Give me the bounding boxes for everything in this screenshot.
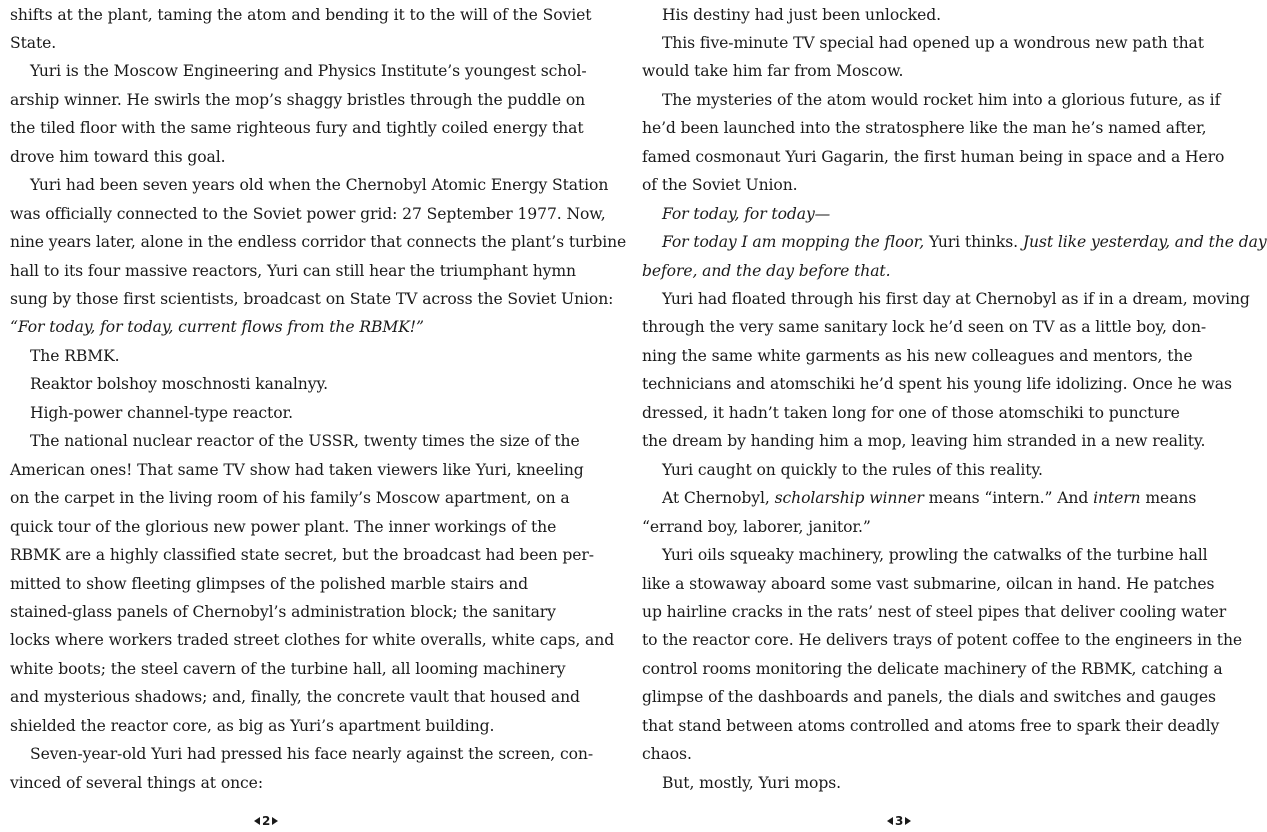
text-segment: Yuri had floated through his first day at Chernobyl as if in a dream, moving: [662, 290, 1250, 308]
text-line: [662, 541, 1208, 569]
text-segment: vinced of several things at once:: [10, 773, 263, 792]
text-segment: mitted to show fleeting glimpses of the polished marble stairs and: [10, 574, 528, 593]
text-line: [662, 456, 1043, 484]
text-line: [10, 598, 556, 626]
italic-text-segment: Just like yesterday, and the day: [1022, 233, 1267, 252]
left-page-number: 2: [262, 814, 271, 828]
text-segment: Yuri caught on quickly to the rules of this reality.: [662, 460, 1043, 479]
text-line: [662, 484, 1197, 512]
text-line: [10, 114, 584, 142]
text-line: [662, 86, 1221, 114]
text-line: [642, 570, 1215, 598]
text-line: [10, 484, 570, 512]
text-segment: But, mostly, Yuri mops.: [662, 773, 841, 792]
text-segment: to the reactor core. He delivers trays of potent coffee to the engineers in the: [642, 631, 1243, 650]
text-line: [642, 399, 1180, 427]
text-segment: Yuri thinks.: [924, 233, 1023, 252]
text-segment: sung by those first scientists, broadcast on State TV across the Soviet Union:: [10, 290, 614, 308]
text-line: [30, 740, 594, 768]
text-segment: The national nuclear reactor of the USSR, twenty times the size of the: [30, 432, 580, 451]
text-line: [642, 513, 871, 541]
text-line: [30, 370, 328, 398]
text-line: [10, 313, 424, 341]
text-segment: means: [1140, 489, 1197, 508]
text-segment: Seven-year-old Yuri had pressed his face nearly against the screen, con-: [30, 745, 594, 764]
text-line: [30, 427, 580, 455]
text-line: [30, 171, 609, 199]
text-line: [10, 143, 225, 171]
text-segment: dressed, it hadn’t taken long for one of those atomschiki to puncture: [642, 403, 1180, 422]
text-segment: means “intern.” And: [923, 489, 1094, 508]
text-segment: famed cosmonaut Yuri Gagarin, the first human being in space and a Hero: [642, 147, 1225, 166]
italic-text-segment: “For today, for today, current flows from the RBMK!”: [10, 318, 424, 337]
text-segment: The RBMK.: [30, 346, 120, 365]
text-line: [642, 114, 1207, 142]
italic-text-segment: before, and the day before that.: [642, 261, 891, 280]
text-line: [10, 626, 615, 654]
text-segment: Yuri had been seven years old when the Chernobyl Atomic Energy Station: [30, 176, 609, 195]
text-segment: Reaktor bolshoy moschnosti kanalnyy.: [30, 375, 328, 394]
italic-text-segment: scholarship winner: [774, 489, 924, 508]
text-segment: arship winner. He swirls the mop’s shaggy bristles through the puddle on: [10, 90, 586, 109]
text-line: [10, 257, 576, 285]
text-segment: High-power channel-type reactor.: [30, 403, 293, 422]
text-line: [10, 513, 557, 541]
text-segment: At Chernobyl,: [662, 489, 775, 508]
text-line: [10, 1, 592, 29]
text-segment: Yuri is the Moscow Engineering and Physics Institute’s youngest schol-: [30, 62, 587, 81]
text-segment: nine years later, alone in the endless corridor that connects the plant’s turbine: [10, 233, 627, 252]
text-segment: was officially connected to the Soviet power grid: 27 September 1977. Now,: [10, 204, 606, 223]
triangle-right-icon: [905, 817, 911, 825]
text-line: [642, 143, 1225, 171]
text-segment: Yuri oils squeaky machinery, prowling the catwalks of the turbine hall: [662, 546, 1208, 565]
text-segment: white boots; the steel cavern of the turbine hall, all looming machinery: [10, 659, 566, 678]
italic-text-segment: For today, for today—: [662, 204, 831, 223]
text-segment: RBMK are a highly classified state secret, but the broadcast had been per-: [10, 546, 594, 565]
text-segment: control rooms monitoring the delicate machinery of the RBMK, catching a: [642, 659, 1223, 678]
right-page-number: 3: [895, 814, 904, 828]
text-segment: up hairline cracks in the rats’ nest of steel pipes that deliver cooling water: [642, 602, 1227, 621]
triangle-left-icon: [887, 817, 893, 825]
text-segment: through the very same sanitary lock he’d seen on TV as a little boy, don-: [642, 318, 1207, 337]
text-line: [10, 285, 614, 313]
text-segment: the dream by handing him a mop, leaving him stranded in a new reality.: [642, 432, 1206, 451]
text-segment: that stand between atoms controlled and atoms free to spark their deadly: [642, 716, 1220, 735]
text-line: [30, 57, 587, 85]
text-line: [642, 683, 1216, 711]
text-segment: The mysteries of the atom would rocket him into a glorious future, as if: [662, 90, 1221, 109]
text-line: [642, 427, 1205, 455]
text-line: [662, 29, 1204, 57]
text-segment: glimpse of the dashboards and panels, the dials and switches and gauges: [642, 688, 1216, 707]
text-segment: State.: [10, 33, 57, 52]
text-line: [10, 29, 56, 57]
text-line: [642, 342, 1193, 370]
text-segment: stained-glass panels of Chernobyl’s administration block; the sanitary: [10, 602, 556, 621]
text-line: [642, 740, 692, 768]
text-line: [662, 769, 841, 797]
text-segment: “errand boy, laborer, janitor.”: [642, 517, 871, 536]
text-segment: shielded the reactor core, as big as Yuri’s apartment building.: [10, 716, 495, 735]
text-line: [10, 712, 494, 740]
text-line: [662, 200, 830, 228]
text-line: [10, 200, 606, 228]
text-line: [642, 370, 1232, 398]
triangle-left-icon: [254, 817, 260, 825]
left-page-folio: [254, 811, 278, 831]
text-line: [642, 712, 1220, 740]
text-segment: shifts at the plant, taming the atom and bending it to the will of the Soviet: [10, 5, 592, 24]
text-segment: and mysterious shadows; and, finally, the concrete vault that housed and: [10, 688, 580, 707]
text-line: [642, 626, 1243, 654]
text-segment: quick tour of the glorious new power plant. The inner workings of the: [10, 517, 557, 536]
text-line: [10, 228, 627, 256]
text-segment: on the carpet in the living room of his family’s Moscow apartment, on a: [10, 489, 570, 508]
text-segment: hall to its four massive reactors, Yuri can still hear the triumphant hymn: [10, 261, 576, 280]
text-line: [10, 570, 528, 598]
text-segment: locks where workers traded street clothes for white overalls, white caps, and: [10, 631, 615, 650]
right-page-folio: [887, 811, 911, 831]
text-segment: technicians and atomschiki he’d spent his young life idolizing. Once he was: [642, 375, 1232, 394]
text-segment: American ones! That same TV show had taken viewers like Yuri, kneeling: [10, 460, 584, 479]
text-line: [10, 769, 263, 797]
text-segment: His destiny had just been unlocked.: [662, 5, 941, 24]
text-line: [10, 655, 566, 683]
triangle-right-icon: [272, 817, 278, 825]
text-segment: the tiled floor with the same righteous fury and tightly coiled energy that: [10, 119, 584, 138]
text-line: [10, 456, 584, 484]
text-segment: This five-minute TV special had opened up a wondrous new path that: [662, 33, 1204, 52]
italic-text-segment: intern: [1093, 489, 1141, 508]
text-line: [10, 683, 580, 711]
text-segment: like a stowaway aboard some vast submarine, oilcan in hand. He patches: [642, 574, 1215, 593]
italic-text-segment: For today I am mopping the floor,: [662, 233, 925, 252]
text-line: [642, 57, 903, 85]
text-segment: ning the same white garments as his new colleagues and mentors, the: [642, 346, 1193, 365]
text-line: [10, 541, 594, 569]
text-line: [662, 228, 1267, 256]
text-line: [30, 399, 293, 427]
text-line: [30, 342, 120, 370]
text-line: [642, 313, 1207, 341]
text-line: [642, 257, 890, 285]
text-line: [642, 598, 1227, 626]
text-segment: would take him far from Moscow.: [642, 62, 904, 81]
text-line: [642, 655, 1223, 683]
text-segment: chaos.: [642, 745, 692, 764]
text-line: [642, 171, 798, 199]
text-line: [10, 86, 586, 114]
text-segment: he’d been launched into the stratosphere like the man he’s named after,: [642, 119, 1207, 138]
text-line: [662, 1, 941, 29]
text-segment: drove him toward this goal.: [10, 147, 226, 166]
text-segment: of the Soviet Union.: [642, 176, 798, 195]
text-line: [662, 285, 1250, 313]
